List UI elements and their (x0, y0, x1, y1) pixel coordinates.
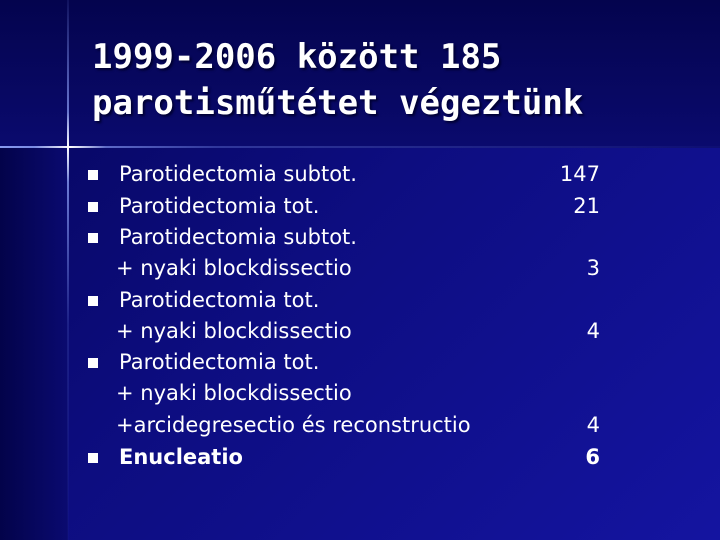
list-item-2-count: 21 (573, 194, 600, 218)
list-item-4-count: 4 (586, 319, 600, 343)
list-item-5-text: Parotidectomia tot. (119, 350, 320, 374)
title-line-2: parotisműtétet végeztünk (92, 83, 584, 123)
list-item-5-continuation-1: + nyaki blockdissectio (116, 381, 352, 405)
list-item-3-text: Parotidectomia subtot. (119, 225, 357, 249)
square-bullet-icon (88, 233, 98, 243)
list-item-6-text: Enucleatio (119, 445, 243, 469)
vertical-divider (67, 0, 69, 540)
square-bullet-icon (88, 358, 98, 368)
square-bullet-icon (88, 170, 98, 180)
list-item-2-text: Parotidectomia tot. (119, 194, 320, 218)
slide-title (92, 34, 702, 126)
horizontal-divider (0, 146, 720, 148)
square-bullet-icon (88, 202, 98, 212)
list-item-6-count: 6 (585, 445, 600, 469)
list-item-1-count: 147 (559, 162, 600, 186)
square-bullet-icon (88, 453, 98, 463)
list-item-3-count: 3 (586, 256, 600, 280)
sparkle-vertical (67, 112, 69, 182)
list-item-5-count: 4 (586, 413, 600, 437)
list-item-4-text: Parotidectomia tot. (119, 288, 320, 312)
list-item-3-continuation: + nyaki blockdissectio (116, 256, 352, 280)
square-bullet-icon (88, 296, 98, 306)
sparkle-horizontal (34, 146, 106, 148)
list-item-4-continuation: + nyaki blockdissectio (116, 319, 352, 343)
title-line-1: 1999-2006 között 185 (92, 37, 502, 77)
list-item-1-text: Parotidectomia subtot. (119, 162, 357, 186)
list-item-5-continuation-2: +arcidegresectio és reconstructio (116, 413, 471, 437)
